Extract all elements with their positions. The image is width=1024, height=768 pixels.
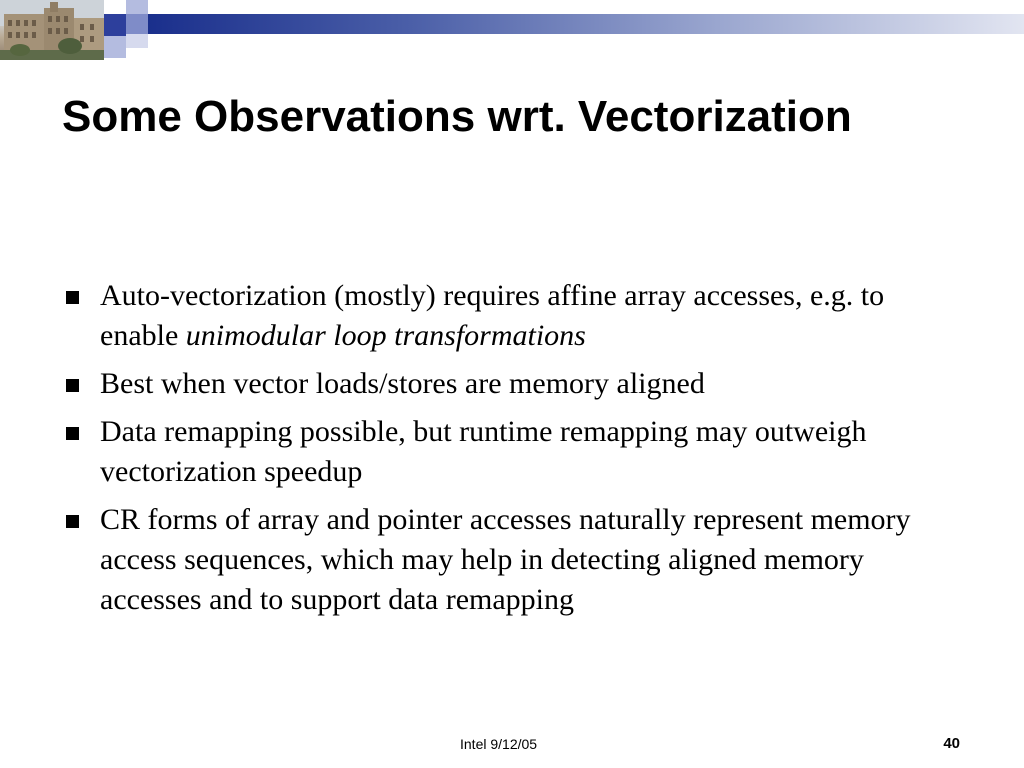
decor-square-blue-1: [104, 14, 126, 36]
building-illustration: [0, 0, 104, 60]
header-gradient-bar: [148, 14, 1024, 34]
decor-square-blue-2: [126, 34, 148, 48]
header-decoration: [0, 0, 1024, 62]
footer-text: Intel 9/12/05: [460, 736, 538, 752]
decor-square-light-1: [126, 0, 148, 14]
slide-title: Some Observations wrt. Vectorization: [62, 92, 852, 141]
bullet-list: [62, 276, 962, 628]
square-bullet-icon: [66, 427, 79, 440]
bullet-item: [62, 412, 962, 492]
bullet-emphasis: unimodular loop transformations: [185, 319, 586, 352]
page-number: 40: [943, 735, 960, 752]
bullet-item: [62, 500, 962, 620]
bullet-item: [62, 276, 962, 356]
campus-building-photo: [0, 0, 104, 60]
decor-square-light-3: [104, 36, 126, 58]
decor-square-light-2: [126, 14, 148, 34]
bullet-text: CR forms of array and pointer accesses naturally represent memory access sequences, which may help in detecting aligned memory accesses and to support data remapping: [100, 503, 911, 616]
square-bullet-icon: [66, 515, 79, 528]
bullet-item: [62, 364, 962, 404]
square-bullet-icon: [66, 291, 79, 304]
bullet-text: Best when vector loads/stores are memory aligned: [100, 367, 705, 400]
bullet-text: Auto-vectorization (mostly) requires affine array accesses, e.g. to enable: [100, 279, 885, 352]
bullet-text: Data remapping possible, but runtime remapping may outweigh vectorization speedup: [100, 415, 867, 488]
square-bullet-icon: [66, 379, 79, 392]
